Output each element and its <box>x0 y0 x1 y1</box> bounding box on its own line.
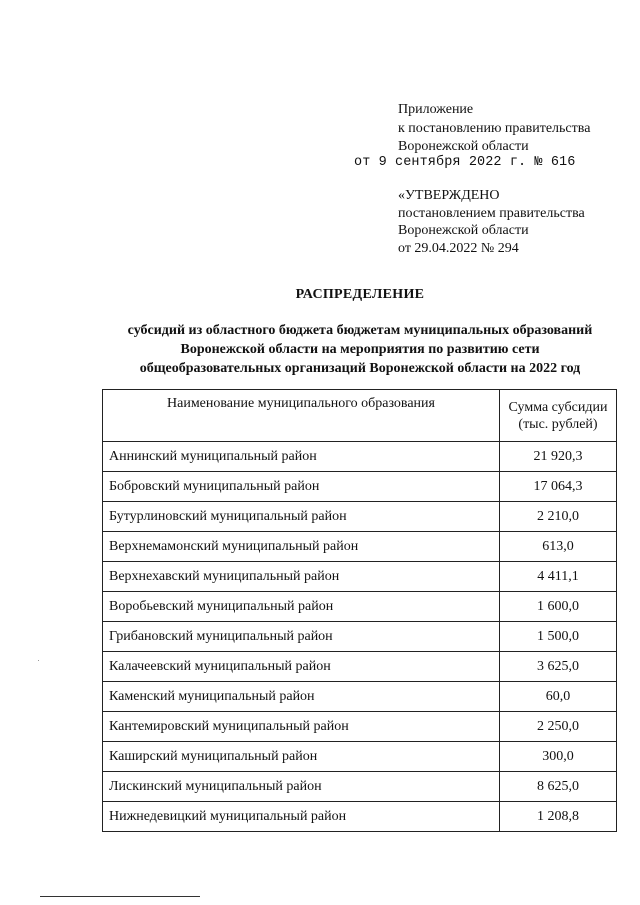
municipality-name: Кантемировский муниципальный район <box>103 712 500 742</box>
municipality-name: Аннинский муниципальный район <box>103 442 500 472</box>
column-header-sum-title: Сумма субсидии <box>508 399 608 415</box>
subtitle-line: общеобразовательных организаций Воронежской области на 2022 год <box>139 361 581 376</box>
table-row <box>103 772 617 802</box>
subsidy-amount: 300,0 <box>500 742 617 772</box>
municipality-name: Воробьевский муниципальный район <box>103 592 500 622</box>
column-header-sum <box>500 390 617 442</box>
subsidy-amount: 1 500,0 <box>500 622 617 652</box>
appendix-line: Воронежской области <box>398 139 529 154</box>
table-row <box>103 622 617 652</box>
approved-block <box>398 187 585 257</box>
table-row <box>103 502 617 532</box>
appendix-line: Приложение <box>398 102 474 117</box>
municipality-name: Каширский муниципальный район <box>103 742 500 772</box>
subsidy-amount: 2 250,0 <box>500 712 617 742</box>
approved-line: постановлением правительства <box>398 205 585 221</box>
document-subtitle <box>100 321 620 378</box>
table-row <box>103 712 617 742</box>
approved-line: Воронежской области <box>398 223 529 238</box>
approved-line: «УТВЕРЖДЕНО <box>398 188 500 203</box>
subsidy-amount: 1 600,0 <box>500 592 617 622</box>
municipality-name: Верхнехавский муниципальный район <box>103 562 500 592</box>
table-row <box>103 742 617 772</box>
table-row <box>103 802 617 832</box>
municipality-name: Нижнедевицкий муниципальный район <box>103 802 500 832</box>
column-header-sum-unit: (тыс. рублей) <box>518 416 598 432</box>
footnote-rule <box>40 896 200 897</box>
municipality-name: Грибановский муниципальный район <box>103 622 500 652</box>
distribution-table <box>102 389 617 832</box>
appendix-line: к постановлению правительства <box>398 120 591 136</box>
table-row <box>103 562 617 592</box>
subsidy-amount: 4 411,1 <box>500 562 617 592</box>
table-row <box>103 532 617 562</box>
municipality-name: Верхнемамонский муниципальный район <box>103 532 500 562</box>
municipality-name: Лискинский муниципальный район <box>103 772 500 802</box>
subsidy-amount: 17 064,3 <box>500 472 617 502</box>
column-header-name: Наименование муниципального образования <box>103 390 500 442</box>
table-row <box>103 442 617 472</box>
subsidy-amount: 613,0 <box>500 532 617 562</box>
appendix-block <box>398 101 590 157</box>
subtitle-line: Воронежской области на мероприятия по развитию сети <box>180 342 540 357</box>
municipality-name: Каменский муниципальный район <box>103 682 500 712</box>
municipality-name: Бутурлиновский муниципальный район <box>103 502 500 532</box>
subsidy-amount: 60,0 <box>500 682 617 712</box>
subsidy-amount: 21 920,3 <box>500 442 617 472</box>
table-row <box>103 592 617 622</box>
margin-mark <box>38 660 39 661</box>
resolution-date: от 9 сентября 2022 г. № 616 <box>354 155 576 170</box>
approved-line: от 29.04.2022 № 294 <box>398 240 519 256</box>
table-row <box>103 652 617 682</box>
subsidy-amount: 2 210,0 <box>500 502 617 532</box>
subsidy-amount: 8 625,0 <box>500 772 617 802</box>
table-row <box>103 682 617 712</box>
table-row <box>103 472 617 502</box>
subtitle-line: субсидий из областного бюджета бюджетам муниципальных образований <box>127 323 593 338</box>
subsidy-amount: 1 208,8 <box>500 802 617 832</box>
table-header-row <box>103 390 617 442</box>
document-title: РАСПРЕДЕЛЕНИЕ <box>295 287 425 302</box>
municipality-name: Калачеевский муниципальный район <box>103 652 500 682</box>
municipality-name: Бобровский муниципальный район <box>103 472 500 502</box>
subsidy-amount: 3 625,0 <box>500 652 617 682</box>
